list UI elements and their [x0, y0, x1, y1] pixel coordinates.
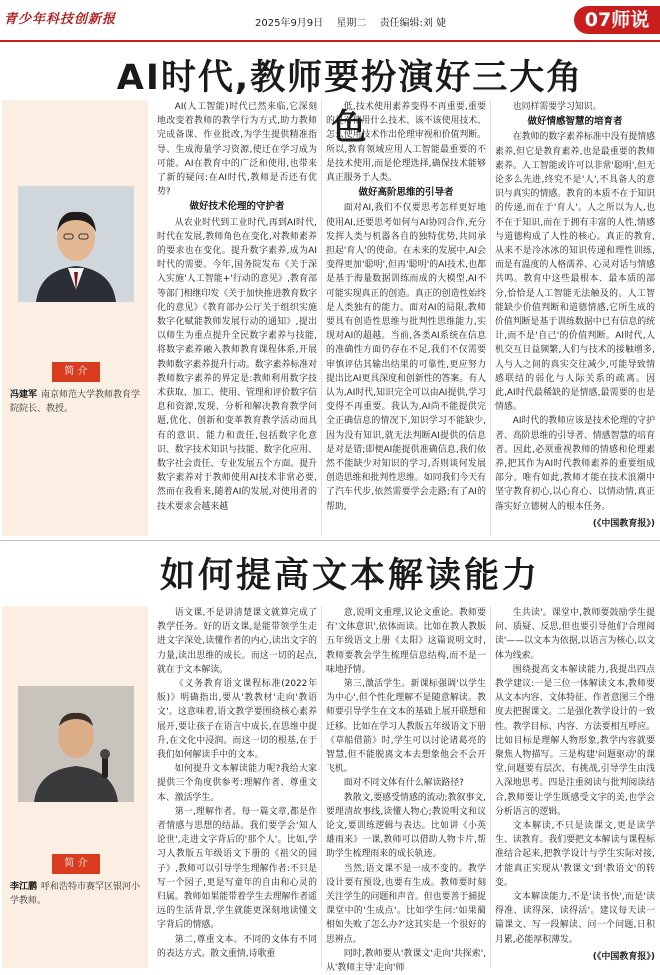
issue-date: 2025年9月9日 [255, 18, 324, 29]
paragraph: 面对AI,我们不仅要思考怎样更好地使用AI,还要思考如何与AI协同合作,充分发挥人类与机器各自的独特优势,共同承担起'育人'的使命。在未来的发展中,AI会变得更加'聪明',但再'聪明'的AI技术,也都是基于海量数据训练而成的大模型,AI不可能实现真正的创造。真正的创造性始终是人类独有的能力。面对AI的局限,教师要具有创造性思维与批判性思维能力,实现对AI的超越。当前,各类AI系统在信息的准确性方面仍存在不足,我们不仅需要审慎评估其输出结果的可靠性,更应努力提出比AI更具深度和创新性的答案。有人认为,AI时代,知识完全可以由AI提供,学习变得不再重要。我认为,AI尚不能提供完全正确信息的情况下,知识学习不能缺少,因为没有知识,就无法判断AI提供的信息是对是错;即便AI能提供准确信息,我们依然不能缺少对知识的学习,否则谈何发展创造思维和批判性思维。如同我们今天有了汽车代步,依然需要学会走路;有了AI的帮助, [326, 203, 486, 512]
section-tag: 07师说 [574, 6, 660, 34]
author-description: 呼和浩特市赛罕区银河小学教师。 [10, 882, 141, 906]
paragraph: 文本解读,不只是读课文,更是读学生、读教育。我们要把文本解读与课程标准结合起来,把教学设计与学生实际对接,才能真正实现从'教课文'到'教语文'的转变。 [495, 821, 655, 888]
column-divider [321, 606, 322, 968]
paragraph: 《义务教育语文课程标准(2022年版)》明确指出,要从'教教材'走向'教语文'。这意味着,语文教学要围绕核心素养展开,要让孩子在语言中成长,在思维中提升,在文化中浸润。而这一切的根基,在于我们如何解读手中的文本。 [157, 679, 317, 761]
author-description: 南京师范大学教师教育学院院长、教授。 [10, 390, 141, 414]
paragraph: 教散文,要感受情感的流动;教叙事文,要理清故事线,读懂人物心;教说明文和议论文,要训练逻辑与表达。比如讲《小英雄雨来》一课,教师可以借助人物卡片,帮助学生梳理雨来的成长轨迹。 [326, 792, 486, 860]
article2-column-2 [326, 606, 486, 974]
article-separator [0, 540, 660, 541]
paragraph: AI(人工智能)时代已然来临,它深刻地改变着教师的教学行为方式,助力教师完成备课、作业批改,为学生提供精准指导、生成海量学习资源,使迁在学习成为可能。AI在教育中的广泛和使用,也带来了新的疑问:在AI时代,教师是否还有优势? [157, 102, 317, 198]
paragraph: 生共读'。课堂中,教师要鼓励学生提问、质疑、反思,但也要引导他们'合理阅读'——以文本为依据,以语言为核心,以文体为线索。 [495, 608, 655, 661]
article1-column-1 [157, 100, 317, 536]
paragraph: 当然,语文课不是一成不变的。教学设计要有预设,也要有生成。教师要时刻关注学生的问题和声音。但也要善于捕捉课堂中的'生成点'。比如学生问:'如果蔺相如失败了怎么办?'这其实是一个很好的思辨点。 [326, 863, 486, 945]
article1-column-3 [495, 100, 655, 536]
paragraph: 第二,尊重文本。不同的文体有不同的表达方式。散文重情,诗歌重 [157, 934, 317, 959]
section-heading: 做好技术伦理的守护者 [189, 201, 285, 213]
author-bio [10, 388, 144, 416]
paragraph: 同时,教师要从'教课文'走向'共探索',从'教师主导'走向'师 [326, 948, 486, 974]
paragraph: 文本解读能力,不是'读书快',而是'读得准、读得深、读得活'。建议每天读一篇课文、写一段解读、问一个问题,日积月累,必能厚积薄发。 [495, 892, 655, 945]
column-divider [321, 100, 322, 536]
source-credit: (《中国教育报》) [592, 518, 655, 529]
source-credit: (《中国教育报》) [592, 951, 655, 962]
article1-title: AI时代,教师要扮演好三大角色 [116, 58, 584, 148]
paragraph: AI时代的教师应该是技术伦理的守护者、高阶思维的引导者、情感智慧的培育者。因此,必须重视教师的情感和伦理素养,把其作为AI时代教师素养的重要组成部分。唯有如此,教师才能在技术浪潮中坚守教育初心,以心育心、以情动情,真正落实好立德树人的根本任务。 [495, 416, 655, 512]
paragraph: 语文课,不是讲清楚课文就算完成了教学任务。好的语文课,是能带领学生走进文字深处,读懂作者的内心,读出文字的力量,读出思维的成长。而这一切的起点,就在于文本解读。 [157, 608, 317, 675]
header-rule [0, 40, 660, 42]
paragraph: 低,技术使用素养变得不再重要,重要的是对使用什么技术、该不该使用技术、怎么使用技术作出伦理审视和价值判断。所以,教育领域应用人工智能最重要的不是技术使用,而是伦理选择,确保技术能够真正服务于人类。 [326, 102, 486, 184]
column-divider [490, 100, 491, 536]
issue-weekday: 星期二 [336, 18, 367, 29]
author-badge: 简 介 [52, 362, 100, 382]
section-heading: 做好情感智慧的培育者 [527, 116, 623, 128]
paragraph: 围绕提高文本解读能力,我提出四点教学建议:一是三位一体解读文本,教师要从文本内容、文体特征、作者意图三个维度去把握课文。二是强化教学设计的一致性。教学目标、内容、方法要相互呼应。比如目标是理解人物形象,教学内容就要聚焦人物描写。三是构建'问题驱动'的课堂,问题要有层次、有挑战,引导学生由浅入深地思考。四是注重阅读与批判阅读结合,教师要让学生既感受文字的美,也学会分析语言的逻辑。 [495, 664, 655, 817]
page-editor: 责任编辑:刘 婕 [379, 18, 447, 29]
article2-title: 如何提高文本解读能力 [159, 556, 540, 596]
author-photo [18, 686, 134, 802]
newspaper-logo: 青少年科技创新报 [4, 12, 117, 27]
issue-info [255, 14, 456, 29]
page-header [0, 0, 660, 46]
paragraph: 在教师的数字素养标准中没有提情感素养,但它是教育素养,也是最重要的教师素养。人工智能或许可以非常'聪明',但无论多么先进,终究不是'人',不具备人的意识与真实的情感。教育的本质不在于知识的传递,而在于'育人'。人之所以为人,也不在于知识,而在于拥有丰富的人性,情感与道德构成了人性的核心。真正的教育,从来不是冷冰冰的知识传递和理性训练,而是有温度的人格濡养、心灵对话与情感共鸣。教育中这些最根本、最本质的部分,恰恰是人工智能无法触及的。人工智能缺少价值判断和道德情感,它所生成的价值判断是基于训练数据中已有信息的统计,而不是'自己'的价值判断。AI时代,人机交互日益频繁,人们与技术的接触增多,人与人之间的真实交往减少,可能导致情感联结的弱化与人际关系的疏离。因此,AI时代最稀缺的是情感,最需要的也是情感。 [495, 132, 655, 413]
article2-column-3 [495, 606, 655, 968]
paragraph: 如何提升文本解读能力呢?我给大家提供三个角度供参考:理解作者、尊重文本、激活学生。 [157, 764, 317, 803]
author-photo [18, 186, 134, 302]
paragraph: 从农业时代到工业时代,再到AI时代,时代在发展,教师角色在变化,对教师素养的要求也在变化。提升数字素养,成为AI时代的需要。今年,国务院发布《关于深入实施'人工智能+'行动的意见》,教育部等部门相继印发《关于加快推进教育数字化的意见》《教育部办公厅关于组织实施数字化赋能教师发展行动的通知》,提出以师生为重点提升全民数字素养与技能,将数字素养融入教师教育课程体系,开展教师数字素养提升行动。数字素养标准对教师数字素养的界定是:教师利用数字技术获取、加工、使用、管理和评价数字信息和资源,发现、分析和解决教育教学问题,优化、创新和变革教育教学活动而具有的意识、能力和责任,包括数字化意识、数字技术知识与技能、数字化应用、数字社会责任、专业发展五个方面。提升数字素养对于教师使用AI技术非常必要,然而在我看来,随着AI的发展,对使用者的技术要求会越来越 [157, 217, 317, 512]
paragraph: 意,说明文重理,议论文重论。教师要有'文体意识',依体而读。比如在教人教版五年级语文上册《太阳》这篇说明文时,教师要教会学生梳理信息结构,而不是一味地抒情。 [326, 608, 486, 675]
article1-column-2 [326, 100, 486, 536]
paragraph: 也同样需要学习知识。 [512, 102, 602, 112]
article1-author-panel [2, 100, 148, 536]
article2-column-1 [157, 606, 317, 968]
author-bio [10, 880, 144, 908]
author-name: 李江鹏 [10, 882, 38, 892]
author-badge: 简 介 [52, 854, 100, 874]
paragraph: 第三,激活学生。新课标强调'以学生为中心',但个性化理解不是随意解读。教师要引导学生在文本的基础上展开联想和迁移。比如在学习人教版五年级语文下册《草船借箭》时,学生可以讨论诸葛亮的智慧,但不能脱离文本去想象他会不会开飞机。 [326, 679, 486, 775]
article2-author-panel [2, 606, 148, 968]
section-heading: 做好高阶思维的引导者 [358, 187, 454, 199]
paragraph: 面对不同文体有什么解读路径? [343, 778, 464, 789]
author-name: 冯建军 [10, 390, 38, 400]
paragraph: 第一,理解作者。每一篇文章,都是作者情感与思想的结晶。我们要学会'知人论世',走进文字背后的'那个人'。比如,学习人教版五年级语文下册的《祖父的园子》,教师可以引导学生理解作者:不只是写一个园子,更是写童年的自由和心灵的归属。教师如果能带着学生去理解作者遥远的生活背景,学生就能更深刻地读懂文字背后的情感。 [157, 806, 317, 931]
column-divider [490, 606, 491, 968]
